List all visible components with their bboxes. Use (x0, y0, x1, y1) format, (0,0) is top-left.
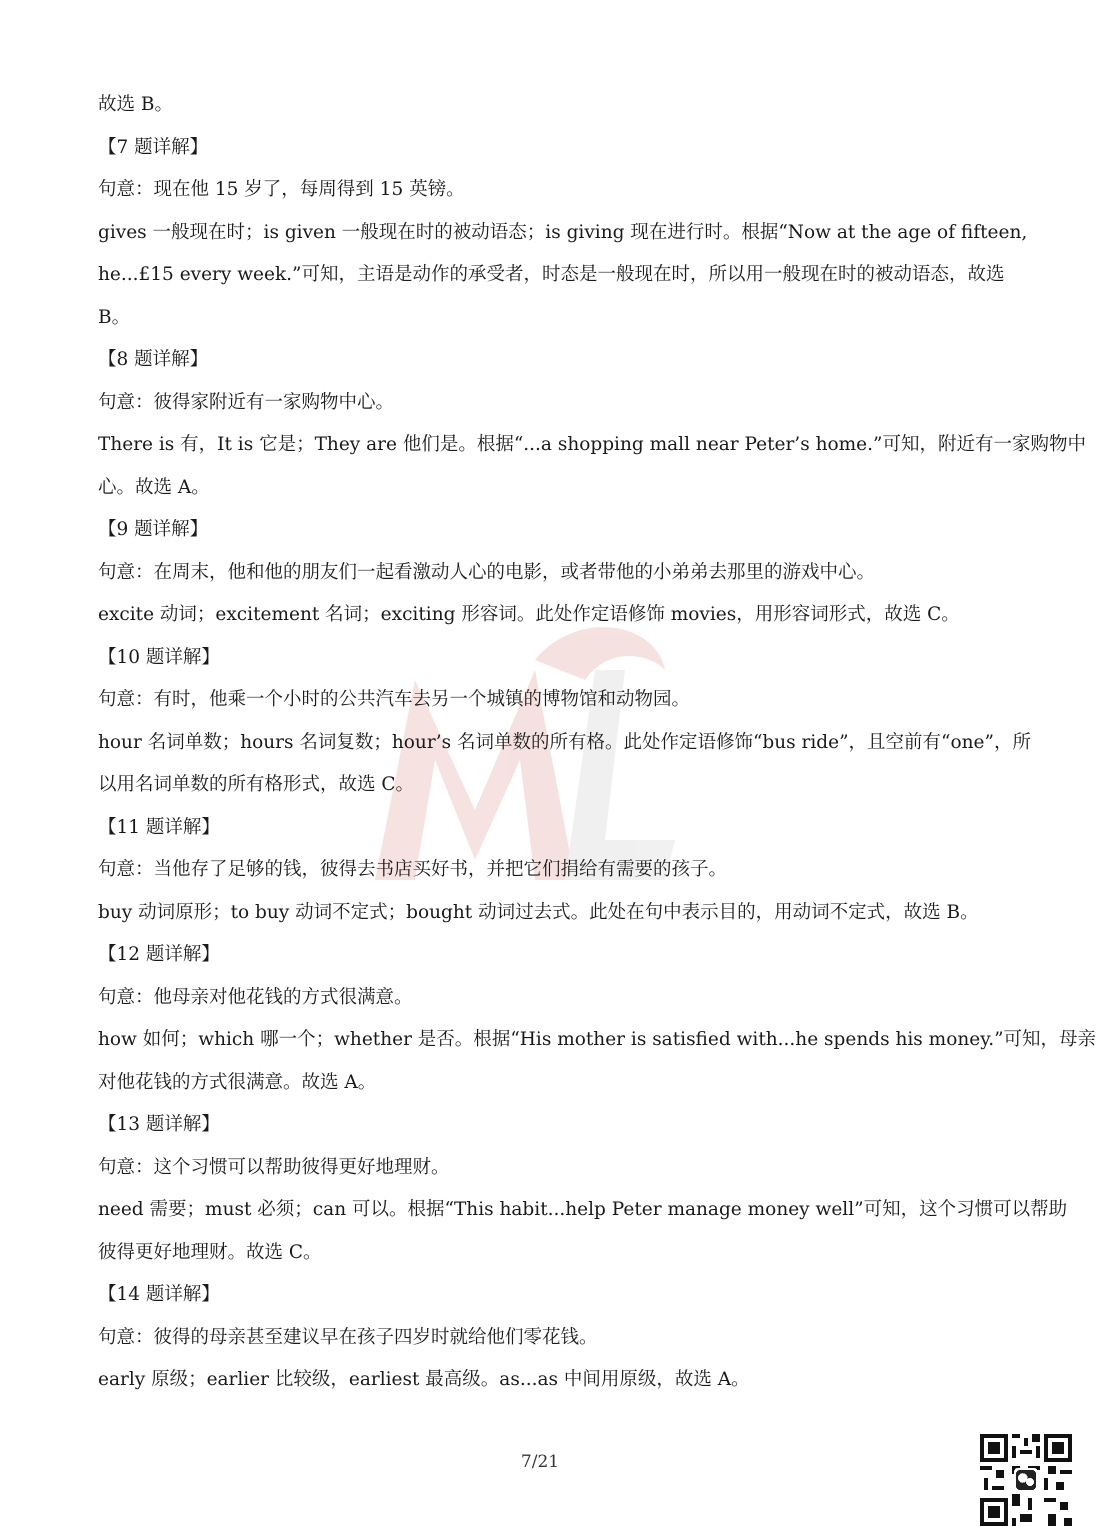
text-line: he...£15 every week.”可知，主语是动作的承受者，时态是一般现在时，所以用一般现在时的被动语态，故选 (98, 264, 1005, 285)
section-heading: 【8 题详解】 (98, 349, 209, 370)
text-line: need 需要；must 必须；can 可以。根据“This habit...help Peter manage money well”可知，这个习惯可以帮助 (98, 1199, 1068, 1220)
section-heading: 【12 题详解】 (98, 944, 220, 965)
text-line: 句意：彼得的母亲甚至建议早在孩子四岁时就给他们零花钱。 (98, 1326, 598, 1348)
qr-code-icon (980, 1434, 1072, 1526)
text-line: excite 动词；excitement 名词；exciting 形容词。此处作定语修饰 movies，用形容词形式，故选 C。 (98, 604, 960, 625)
text-line: B。 (98, 306, 131, 328)
section-heading: 【13 题详解】 (98, 1114, 220, 1135)
text-line: 对他花钱的方式很满意。故选 A。 (98, 1071, 377, 1093)
text-line: gives 一般现在时；is given 一般现在时的被动语态；is giving 现在进行时。根据“Now at the age of fifteen, (98, 221, 1028, 243)
document-body (98, 84, 1096, 1402)
text-line: how 如何；which 哪一个；whether 是否。根据“His mother is satisfied with...he spends his money.”可知，母亲 (98, 1029, 1096, 1050)
text-line: 句意：当他存了足够的钱，彼得去书店买好书，并把它们捐给有需要的孩子。 (98, 859, 728, 880)
text-line: hour 名词单数；hours 名词复数；hour’s 名词单数的所有格。此处作定语修饰“bus ride”，且空前有“one”，所 (98, 731, 1031, 753)
text-line: 句意：在周末，他和他的朋友们一起看激动人心的电影，或者带他的小弟弟去那里的游戏中心。 (98, 561, 876, 583)
text-line: 心。故选 A。 (98, 476, 210, 498)
text-line: 句意：他母亲对他花钱的方式很满意。 (98, 986, 413, 1008)
text-line: 彼得更好地理财。故选 C。 (98, 1241, 322, 1263)
section-heading: 【10 题详解】 (98, 646, 220, 668)
text-line: 句意：这个习惯可以帮助彼得更好地理财。 (98, 1156, 450, 1178)
text-line: 句意：现在他 15 岁了，每周得到 15 英镑。 (98, 179, 465, 200)
text-line: early 原级；earlier 比较级，earliest 最高级。as...as 中间用原级，故选 A。 (98, 1369, 750, 1390)
section-heading: 【9 题详解】 (98, 519, 209, 540)
section-heading: 【11 题详解】 (98, 816, 220, 838)
text-line: 以用名词单数的所有格形式，故选 C。 (98, 774, 415, 795)
text-line: There is 有，It is 它是；They are 他们是。根据“...a shopping mall near Peter’s home.”可知，附近有一家购物中 (98, 434, 1086, 455)
text-line: 句意：彼得家附近有一家购物中心。 (98, 391, 395, 413)
text-line: buy 动词原形；to buy 动词不定式；bought 动词过去式。此处在句中表示目的，用动词不定式，故选 B。 (98, 901, 979, 923)
section-heading: 【7 题详解】 (98, 136, 209, 158)
page-number: 7/21 (520, 1452, 560, 1472)
text-line: 句意：有时，他乘一个小时的公共汽车去另一个城镇的博物馆和动物园。 (98, 689, 691, 710)
section-heading: 【14 题详解】 (98, 1284, 220, 1305)
text-line: 故选 B。 (98, 94, 173, 115)
